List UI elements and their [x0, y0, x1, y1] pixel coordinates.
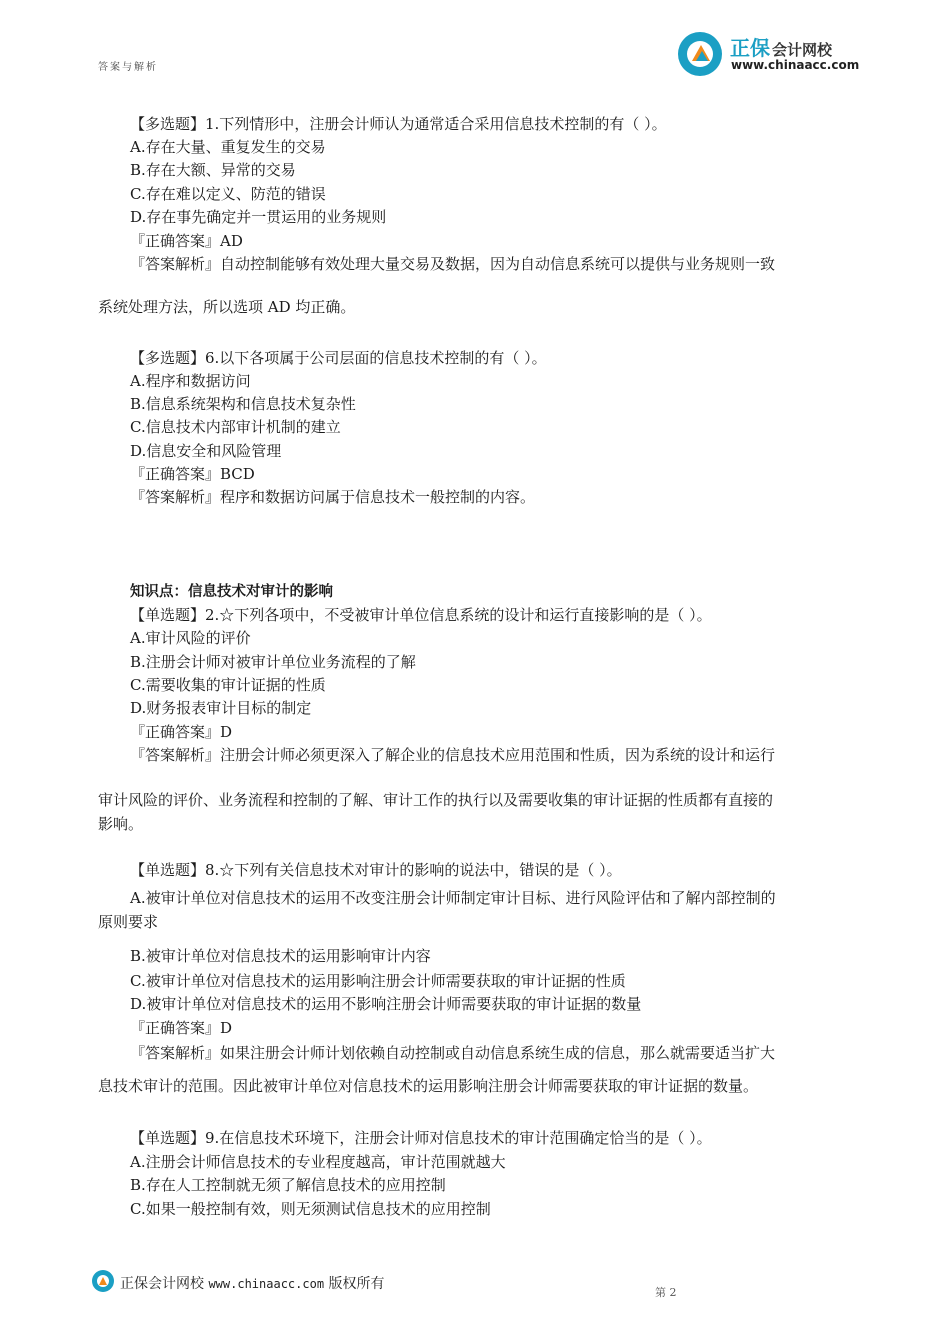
logo-url: www.chinaacc.com: [731, 58, 860, 72]
option: B.注册会计师对被审计单位业务流程的了解: [130, 653, 416, 671]
option: C.被审计单位对信息技术的运用影响注册会计师需要获取的审计证据的性质: [130, 972, 626, 990]
correct-answer: 『正确答案』D: [130, 1019, 233, 1037]
option: D.被审计单位对信息技术的运用不影响注册会计师需要获取的审计证据的数量: [130, 995, 642, 1013]
correct-answer: 『正确答案』D: [130, 723, 233, 741]
footer-rights: 版权所有: [328, 1276, 385, 1292]
logo-name: 正保 会计网校: [730, 36, 833, 60]
answer-analysis: 『答案解析』如果注册会计师计划依赖自动控制或自动信息系统生成的信息，那么就需要适当扩大: [130, 1044, 776, 1062]
footer-brand: 正保会计网校: [120, 1276, 204, 1292]
option: D.财务报表审计目标的制定: [130, 699, 312, 717]
option-continued: 原则要求: [98, 913, 159, 931]
option: A.审计风险的评价: [130, 629, 251, 647]
option: A.被审计单位对信息技术的运用不改变注册会计师制定审计目标、进行风险评估和了解内部控制的: [130, 889, 776, 907]
knowledge-point-heading: 知识点：信息技术对审计的影响: [130, 584, 333, 600]
answer-analysis: 『答案解析』程序和数据访问属于信息技术一般控制的内容。: [130, 488, 536, 506]
page-number: 第 2: [655, 1286, 677, 1299]
option: C.需要收集的审计证据的性质: [130, 676, 326, 694]
footer-text: [120, 1273, 385, 1293]
option: B.信息系统架构和信息技术复杂性: [130, 395, 356, 413]
footer-url: www.chinaacc.com: [208, 1277, 325, 1291]
option: A.程序和数据访问: [130, 372, 251, 390]
question-stem: 【单选题】2.☆下列各项中，不受被审计单位信息系统的设计和运行直接影响的是（ ）。: [130, 606, 712, 624]
correct-answer: 『正确答案』BCD: [130, 465, 255, 483]
answer-analysis: 『答案解析』注册会计师必须更深入了解企业的信息技术应用范围和性质，因为系统的设计和运行: [130, 746, 776, 764]
logo-emblem-icon: [678, 32, 722, 76]
question-stem: 【多选题】6.以下各项属于公司层面的信息技术控制的有（ ）。: [130, 349, 547, 367]
question-stem: 【单选题】9.在信息技术环境下，注册会计师对信息技术的审计范围确定恰当的是（ ）。: [130, 1129, 712, 1147]
answer-analysis-continued: 系统处理方法，所以选项 AD 均正确。: [98, 298, 356, 316]
correct-answer: 『正确答案』AD: [130, 232, 243, 250]
footer-logo-icon: [92, 1270, 114, 1292]
option: C.存在难以定义、防范的错误: [130, 185, 326, 203]
option: B.存在人工控制就无须了解信息技术的应用控制: [130, 1176, 446, 1194]
option: B.存在大额、异常的交易: [130, 161, 296, 179]
option: C.信息技术内部审计机制的建立: [130, 418, 341, 436]
answer-analysis: 『答案解析』自动控制能够有效处理大量交易及数据，因为自动信息系统可以提供与业务规则一致: [130, 255, 776, 273]
question-stem: 【单选题】8.☆下列有关信息技术对审计的影响的说法中，错误的是（ ）。: [130, 861, 622, 879]
option: A.存在大量、重复发生的交易: [130, 138, 326, 156]
option: B.被审计单位对信息技术的运用影响审计内容: [130, 947, 431, 965]
option: D.信息安全和风险管理: [130, 442, 282, 460]
answer-analysis-continued: 审计风险的评价、业务流程和控制的了解、审计工作的执行以及需要收集的审计证据的性质都有直接的: [98, 791, 774, 809]
option: C.如果一般控制有效，则无须测试信息技术的应用控制: [130, 1200, 491, 1218]
option: A.注册会计师信息技术的专业程度越高，审计范围就越大: [130, 1153, 506, 1171]
question-stem: 【多选题】1.下列情形中，注册会计师认为通常适合采用信息技术控制的有（ ）。: [130, 115, 667, 133]
chinaacc-logo: [678, 30, 878, 78]
answer-analysis-continued: 息技术审计的范围。因此被审计单位对信息技术的运用影响注册会计师需要获取的审计证据的数量。: [98, 1077, 759, 1095]
header-section-title: 答案与解析: [98, 62, 158, 73]
option: D.存在事先确定并一贯运用的业务规则: [130, 208, 387, 226]
answer-analysis-continued: 影响。: [98, 815, 144, 833]
